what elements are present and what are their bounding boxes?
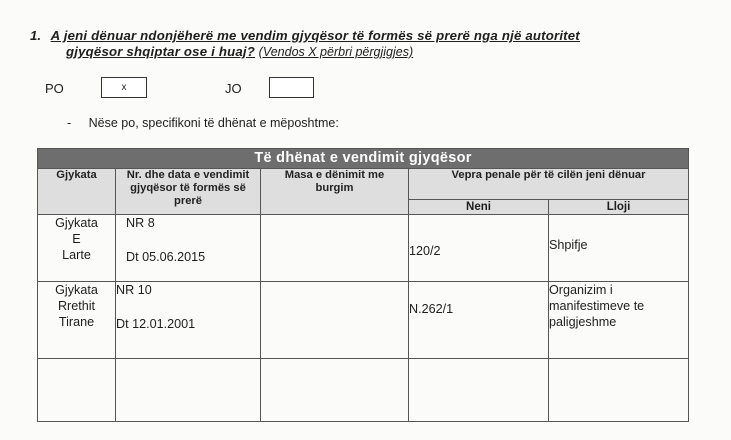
header-article: Neni <box>409 200 549 215</box>
question-number: 1. <box>30 28 41 43</box>
table-row-empty[interactable] <box>38 359 689 422</box>
court-name-line: E <box>72 232 81 246</box>
header-type: Lloji <box>549 200 689 215</box>
table-row <box>38 215 689 282</box>
instruction <box>67 116 339 130</box>
article-cell: N.262/1 <box>409 282 549 359</box>
decision-date: Dt 05.06.2015 <box>126 250 206 264</box>
decision-number: NR 8 <box>126 216 155 230</box>
court-name-line: Rrethit <box>57 299 96 313</box>
court-name-line: Gjykata <box>55 283 98 297</box>
option-po-label: PO <box>45 81 64 96</box>
header-offense: Vepra penale për të cilën jeni dënuar <box>409 169 689 200</box>
header-sentence: Masa e dënimit me burgim <box>261 169 409 215</box>
question-note: (Vendos X përbri përgjigjes) <box>258 45 414 59</box>
court-name-line: Tirane <box>58 315 95 329</box>
article-cell: 120/2 <box>409 215 549 282</box>
option-po-checkbox[interactable]: x <box>101 77 147 98</box>
empty-cell[interactable] <box>116 359 261 422</box>
empty-cell[interactable] <box>38 359 116 422</box>
option-jo-checkbox[interactable] <box>269 77 314 98</box>
court-decisions-table <box>37 148 689 422</box>
table-title: Të dhënat e vendimit gjyqësor <box>38 149 689 169</box>
type-cell: Shpifje <box>549 215 689 282</box>
decision-number: NR 10 <box>116 283 152 297</box>
sentence-cell[interactable] <box>261 215 409 282</box>
table-row <box>38 282 689 359</box>
empty-cell[interactable] <box>549 359 689 422</box>
instruction-dash: - <box>67 116 72 130</box>
decision-date: Dt 12.01.2001 <box>116 317 196 331</box>
option-jo-label: JO <box>225 81 242 96</box>
type-cell: Organizim i manifestimeve te paligjeshme <box>549 282 689 359</box>
question-text-line1: A jeni dënuar ndonjëherë me vendim gjyqësor të formës së prerë nga një autoritet <box>50 28 580 43</box>
empty-cell[interactable] <box>409 359 549 422</box>
question-title <box>30 28 702 60</box>
empty-cell[interactable] <box>261 359 409 422</box>
question-text-line2: gjyqësor shqiptar ose i huaj? <box>66 44 255 59</box>
court-name-line: Gjykata <box>55 216 98 230</box>
header-court: Gjykata <box>38 169 116 215</box>
header-decision: Nr. dhe data e vendimit gjyqësor të formës së prerë <box>116 169 261 215</box>
sentence-cell[interactable] <box>261 282 409 359</box>
court-name-line: Larte <box>62 248 91 262</box>
instruction-text: Nëse po, specifikoni të dhënat e mëposhtme: <box>88 116 339 130</box>
